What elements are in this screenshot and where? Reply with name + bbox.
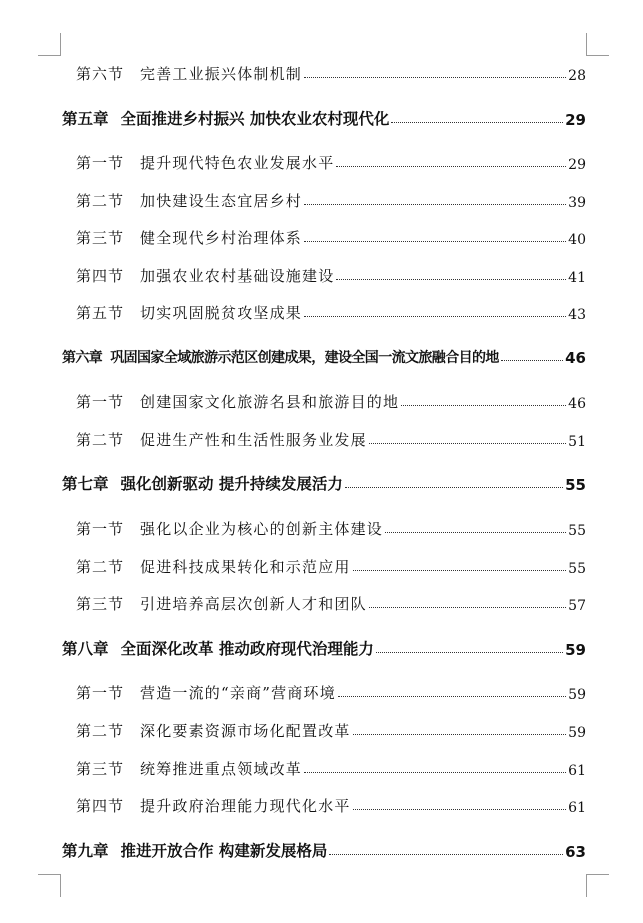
toc-chapter[interactable]	[0, 633, 643, 659]
toc-entry-number: 第一节	[76, 393, 125, 411]
toc-entry-number: 第二节	[76, 192, 125, 210]
toc-entry-title: 创建国家文化旅游名县和旅游目的地	[140, 393, 400, 411]
toc-entry-title: 健全现代乡村治理体系	[140, 229, 303, 247]
toc-entry[interactable]	[0, 715, 643, 741]
crop-mark-bottom-right	[586, 874, 609, 897]
toc-entry-number: 第二节	[76, 558, 125, 576]
toc-chapter-title: 全面推进乡村振兴 加快农业农村现代化	[120, 110, 390, 128]
toc-entry-page: 40	[568, 232, 586, 248]
toc-chapter-number: 第五章	[62, 110, 109, 128]
toc-entry-number: 第一节	[76, 684, 125, 702]
toc-entry[interactable]	[0, 147, 643, 173]
toc-chapter-number: 第七章	[62, 475, 109, 493]
crop-mark-bottom-left	[38, 874, 61, 897]
toc-chapter-number: 第六章	[62, 350, 103, 366]
toc-entry-title: 切实巩固脱贫攻坚成果	[140, 304, 303, 322]
toc-entry-title: 提升现代特色农业发展水平	[140, 154, 335, 172]
toc-chapter-number: 第九章	[62, 842, 109, 860]
toc-entry-number: 第三节	[76, 595, 125, 613]
toc-entry[interactable]	[0, 58, 643, 84]
toc-entry-page: 41	[568, 270, 586, 286]
dot-leader	[338, 696, 566, 697]
dot-leader	[304, 77, 566, 78]
dot-leader	[336, 279, 566, 280]
dot-leader	[304, 241, 566, 242]
toc-entry[interactable]	[0, 386, 643, 412]
toc-entry-page: 28	[568, 68, 586, 84]
toc-entry-title: 强化以企业为核心的创新主体建设	[140, 520, 384, 538]
toc-chapter-title: 巩固国家全域旅游示范区创建成果，建设全国一流文旅融合目的地	[110, 350, 499, 366]
toc-entry-title: 提升政府治理能力现代化水平	[140, 797, 351, 815]
toc-chapter-number: 第八章	[62, 640, 109, 658]
toc-chapter-page: 63	[565, 843, 586, 861]
dot-leader	[376, 652, 563, 653]
toc-entry-title: 深化要素资源市场化配置改革	[140, 722, 351, 740]
toc-entry-page: 55	[568, 561, 586, 577]
toc-entry[interactable]	[0, 260, 643, 286]
toc-entry-title: 促进生产性和生活性服务业发展	[140, 431, 367, 449]
dot-leader	[353, 809, 567, 810]
dot-leader	[501, 360, 563, 361]
dot-leader	[304, 316, 566, 317]
toc-chapter[interactable]	[0, 835, 643, 861]
toc-entry-number: 第三节	[76, 760, 125, 778]
toc-chapter-page: 29	[565, 111, 586, 129]
toc-chapter[interactable]	[0, 468, 643, 494]
toc-entry-title: 统筹推进重点领域改革	[140, 760, 303, 778]
dot-leader	[391, 122, 563, 123]
toc-entry[interactable]	[0, 551, 643, 577]
toc-chapter-page: 46	[565, 349, 586, 367]
toc-entry-page: 61	[568, 800, 586, 816]
dot-leader	[336, 166, 566, 167]
toc-entry-page: 59	[568, 687, 586, 703]
toc-entry[interactable]	[0, 753, 643, 779]
toc-entry-page: 43	[568, 307, 586, 323]
dot-leader	[304, 772, 566, 773]
toc-entry-number: 第六节	[76, 65, 125, 83]
toc-chapter[interactable]	[0, 103, 643, 129]
toc-entry-page: 51	[568, 434, 586, 450]
dot-leader	[369, 443, 566, 444]
toc-entry-page: 46	[568, 396, 586, 412]
toc-entry-page: 29	[568, 157, 586, 173]
toc-entry-page: 39	[568, 195, 586, 211]
toc-entry[interactable]	[0, 790, 643, 816]
toc-chapter-title: 推进开放合作 构建新发展格局	[120, 842, 328, 860]
toc-entry-number: 第三节	[76, 229, 125, 247]
toc-chapter-page: 59	[565, 641, 586, 659]
toc-entry-number: 第五节	[76, 304, 125, 322]
toc-chapter-title: 强化创新驱动 提升持续发展活力	[120, 475, 343, 493]
crop-mark-top-right	[586, 33, 609, 56]
dot-leader	[369, 607, 566, 608]
dot-leader	[353, 570, 567, 571]
toc-entry-title: 引进培养高层次创新人才和团队	[140, 595, 367, 613]
toc-entry-number: 第一节	[76, 520, 125, 538]
toc-entry-number: 第二节	[76, 431, 125, 449]
toc-entry[interactable]	[0, 513, 643, 539]
toc-entry[interactable]	[0, 222, 643, 248]
toc-entry[interactable]	[0, 424, 643, 450]
dot-leader	[345, 487, 563, 488]
toc-entry-page: 55	[568, 523, 586, 539]
dot-leader	[304, 204, 566, 205]
toc-entry-number: 第一节	[76, 154, 125, 172]
toc-entry-number: 第四节	[76, 267, 125, 285]
toc-entry[interactable]	[0, 297, 643, 323]
toc-entry[interactable]	[0, 677, 643, 703]
toc-entry-title: 完善工业振兴体制机制	[140, 65, 303, 83]
toc-entry-number: 第二节	[76, 722, 125, 740]
toc-entry-title: 加快建设生态宜居乡村	[140, 192, 303, 210]
toc-entry-title: 加强农业农村基础设施建设	[140, 267, 335, 285]
toc-chapter[interactable]	[0, 341, 643, 367]
dot-leader	[353, 734, 567, 735]
dot-leader	[385, 532, 566, 533]
toc-entry-title: 营造一流的“亲商”营商环境	[140, 684, 336, 702]
toc-entry-page: 59	[568, 725, 586, 741]
toc-entry-number: 第四节	[76, 797, 125, 815]
toc-entry-page: 57	[568, 598, 586, 614]
toc-entry-title: 促进科技成果转化和示范应用	[140, 558, 351, 576]
toc-chapter-title: 全面深化改革 推动政府现代治理能力	[120, 640, 374, 658]
toc-entry-page: 61	[568, 763, 586, 779]
toc-chapter-page: 55	[565, 476, 586, 494]
toc-entry[interactable]	[0, 588, 643, 614]
dot-leader	[329, 854, 563, 855]
crop-mark-top-left	[38, 33, 61, 56]
dot-leader	[401, 405, 566, 406]
toc-entry[interactable]	[0, 185, 643, 211]
